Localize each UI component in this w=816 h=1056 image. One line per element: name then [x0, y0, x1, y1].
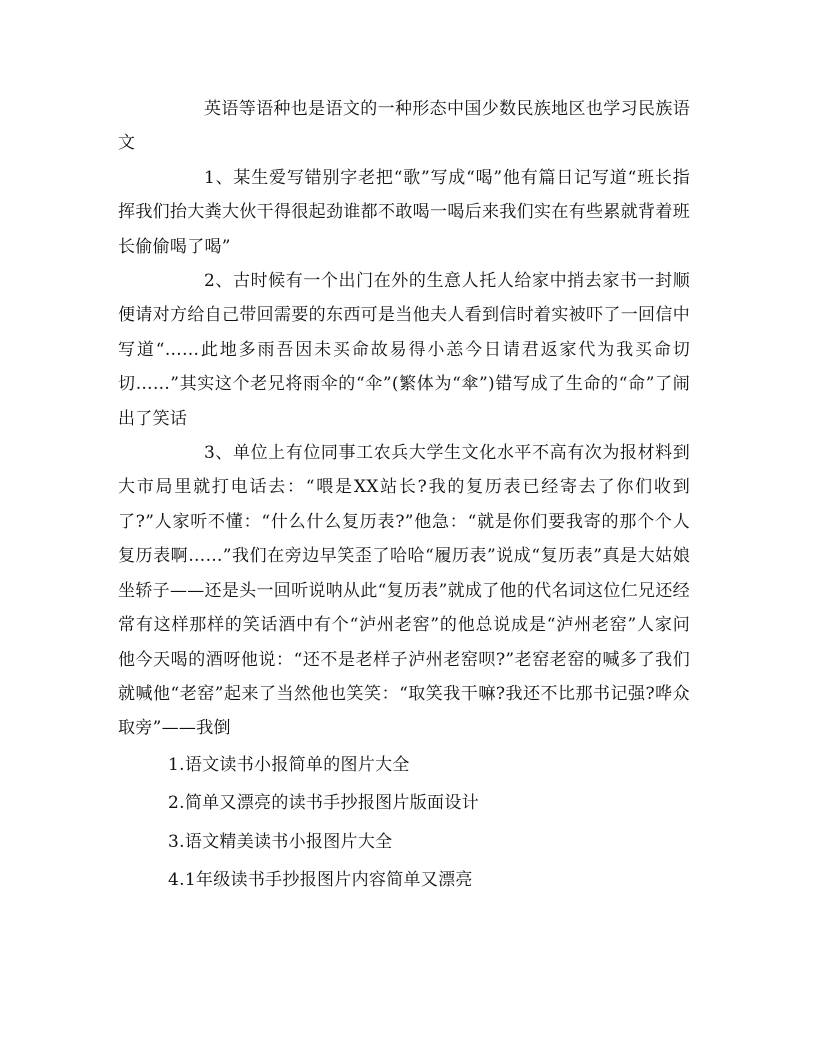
related-link[interactable]: 1.语文读书小报简单的图片大全	[168, 754, 410, 775]
related-link[interactable]: 4.1年级读书手抄报图片内容简单又漂亮	[168, 870, 473, 891]
paragraph-intro: 英语等语种也是语文的一种形态中国少数民族地区也学习民族语文	[118, 99, 690, 154]
paragraph-anecdote-1: 1、某生爱写错别字老把“歌”写成“喝”他有篇日记写道“班长指挥我们抬大粪大伙干得很起劲谁都不敢喝一喝后来我们实在有些累就背着班长偷偷喝了喝”	[118, 167, 690, 257]
paragraph-anecdote-3: 3、单位上有位同事工农兵大学生文化水平不高有次为报材料到大市局里就打电话去：“喂是XX站长?我的复历表已经寄去了你们收到了?”人家听不懂：“什么什么复历表?”他急：“就是你们要我寄的那个个人复历表啊……”我们在旁边早笑歪了哈哈“履历表”说成“复历表”真是大姑娘坐轿子——还是头一回听说呐从此“复历表”就成了他的代名词这位仁兄还经常有这样那样的笑话酒中有个“泸州老窖”的他总说成是“泸州老窑”人家问他今天喝的酒呀他说：“还不是老样子泸州老窑呗?”老窑老窑的喊多了我们就喊他“老窑”起来了当然他也笑笑：“取笑我干嘛?我还不比那书记强?哗众取旁”——我倒	[118, 443, 690, 739]
related-links-list	[118, 746, 690, 900]
related-link[interactable]: 2.简单又漂亮的读书手抄报图片版面设计	[168, 793, 479, 814]
paragraph-anecdote-2: 2、古时候有一个出门在外的生意人托人给家中捎去家书一封顺便请对方给自己带回需要的东西可是当他夫人看到信时着实被吓了一回信中写道“……此地多雨吾因未买命故易得小恙今日请君返家代为我买命切切……”其实这个老兄将雨伞的“伞”(繁体为“傘”)错写成了生命的“命”了闹出了笑话	[118, 271, 690, 429]
related-link[interactable]: 3.语文精美读书小报图片大全	[168, 831, 393, 852]
document-page	[118, 92, 690, 900]
